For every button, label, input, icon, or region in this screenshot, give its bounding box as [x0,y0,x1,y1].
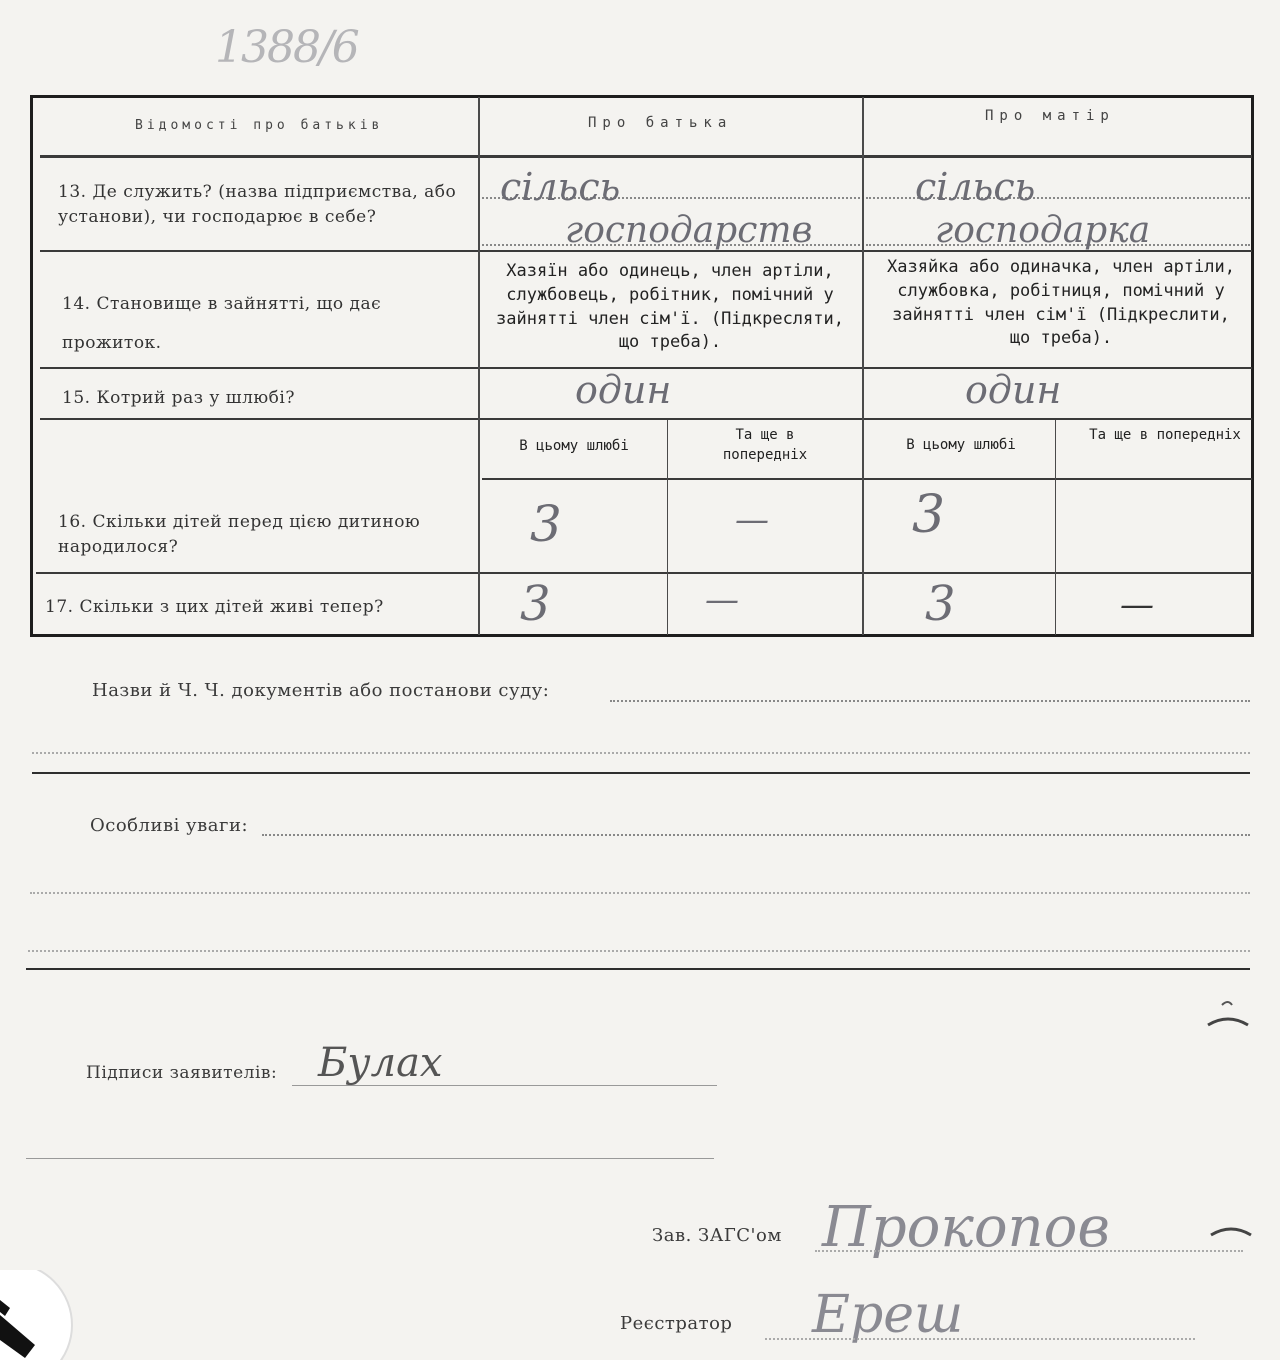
mother-children-born-this: 3 [912,485,946,545]
remarks-field-line3[interactable] [28,950,1250,952]
applicants-signature-line2[interactable] [26,1158,714,1159]
remarks-field[interactable] [262,834,1250,836]
table-rule [40,418,1252,420]
father-children-alive-this: 3 [520,576,551,632]
mother-children-alive-prev: — [1120,585,1154,625]
father-occupation-options: Хазяїн або одинець, член артіли, службовець, робітник, помічний у зайнятті член сім'ї. (Підкресляти, що треба). [496,261,844,353]
father-workplace-line2: господарств [565,210,813,251]
table-rule [482,478,1252,480]
subheader-this-marriage-father: В цьому шлюбі [519,438,629,454]
father-children-alive-prev: — [705,580,739,620]
header-parents-info: Відомості про батьків [135,118,384,133]
registrar-signature-line[interactable] [765,1338,1195,1340]
mother-marriage-count: один [965,368,1062,412]
head-registry-signature: Прокопов [822,1195,1110,1260]
applicants-signature: Булах [318,1040,443,1086]
mother-workplace-line1: сільсь [915,165,1036,209]
subheader-previous-father: Та ще в попередніх [722,427,808,463]
father-workplace-line1: сільсь [500,165,621,209]
table-col-rule [478,97,480,635]
mother-workplace-line2: господарка [935,210,1151,251]
table-rule [40,155,1252,158]
question-17: 17. Скільки з цих дітей живі тепер? [45,597,384,617]
section-divider [26,968,1250,970]
question-16: 16. Скільки дітей перед цією дитиною народилося? [58,512,421,557]
father-children-born-prev: — [735,500,769,540]
table-col-rule [1055,420,1056,635]
applicants-signature-line[interactable] [292,1085,717,1086]
documents-label: Назви й Ч. Ч. документів або постанови суду: [92,680,550,701]
table-col-rule [667,420,668,635]
father-children-born-this: 3 [530,495,562,553]
father-marriage-count: один [575,368,672,412]
header-mother: Про матір [985,108,1115,124]
documents-field[interactable] [610,700,1250,702]
section-divider [32,772,1250,774]
subheader-previous-mother: Та ще в попередніх [1089,427,1241,443]
registrar-label: Реєстратор [620,1313,733,1334]
question-14: 14. Становище в зайнятті, що дає прожиток. [62,294,382,354]
applicants-signature-label: Підписи заявителів: [86,1063,278,1083]
mother-children-alive-this: 3 [925,576,956,632]
binder-hole-icon [0,1270,80,1360]
question-15: 15. Котрий раз у шлюбі? [62,388,295,408]
documents-field-line2[interactable] [32,752,1250,754]
header-father: Про батька [588,115,733,131]
remarks-field-line2[interactable] [30,892,1250,894]
table-col-rule [862,97,864,635]
head-registry-signature-line[interactable] [815,1250,1243,1252]
subheader-this-marriage-mother: В цьому шлюбі [906,437,1016,453]
question-13: 13. Де служить? (назва підприємства, або установи), чи господарює в себе? [58,182,457,227]
table-rule [36,572,1252,574]
head-registry-label: Зав. ЗАГС'ом [652,1225,782,1246]
margin-mark-icon [1205,1215,1265,1245]
archive-pencil-number: 1388/6 [215,22,358,73]
margin-mark-icon [1200,995,1260,1035]
remarks-label: Особливі уваги: [90,815,249,836]
registrar-signature: Ереш [812,1285,964,1345]
mother-occupation-options: Хазяйка або одиначка, член артіли, службовка, робітниця, помічний у зайнятті член сім'ї (Підкреслити, що треба). [887,257,1235,349]
